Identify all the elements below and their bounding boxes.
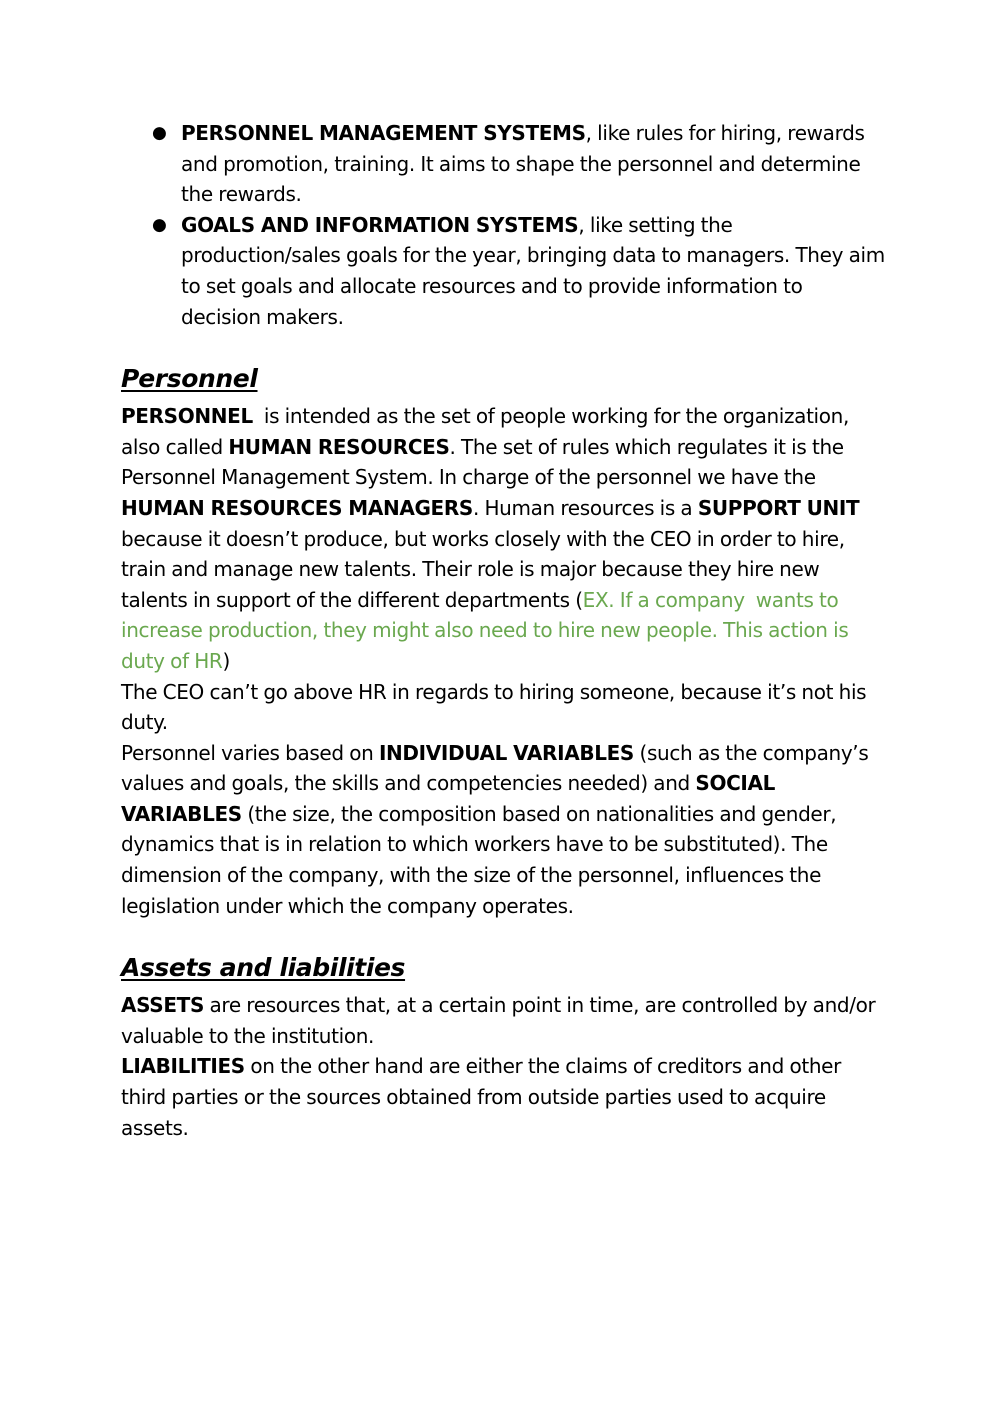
bold-term: GOALS AND INFORMATION SYSTEMS xyxy=(181,212,579,237)
bold-term: ASSETS xyxy=(121,993,204,1018)
paragraph-text: (the size, the composition based on nationalities and gender, dynamics that is in relation to which workers have to be substituted). The dimension of the company, with the size of the personnel, influences the legislation under which the company operates. xyxy=(121,801,837,918)
list-item-text: , like setting the production/sales goals for the year, bringing data to managers. They aim to set goals and allocate resources and to provide information to decision makers. xyxy=(181,212,885,329)
assets-section-body xyxy=(121,990,886,1143)
bullet-icon: ● xyxy=(152,214,167,235)
paragraph-text: because it doesn’t produce, but works closely with the CEO in order to hire, train and manage new talents. Their role is major because they hire new talents in support of the different departments ( xyxy=(121,526,845,612)
list-item xyxy=(121,210,886,332)
example-note: EX. If a company wants to increase production, they might also need to hire new people. This action is duty of HR xyxy=(121,587,854,673)
paragraph-personnel-definition xyxy=(121,401,886,676)
paragraph-liabilities xyxy=(121,1051,886,1143)
paragraph-ceo-hr: The CEO can’t go above HR in regards to hiring someone, because it’s not his duty. xyxy=(121,679,867,735)
bullet-icon: ● xyxy=(152,123,167,143)
bold-term: SOCIAL VARIABLES xyxy=(121,771,776,826)
paragraph-personnel-variables xyxy=(121,738,886,922)
bold-term: PERSONNEL xyxy=(121,404,253,429)
bold-term: HUMAN RESOURCES xyxy=(228,434,450,459)
paragraph-text: Personnel varies based on xyxy=(121,740,379,765)
bold-term: INDIVIDUAL VARIABLES xyxy=(378,740,634,765)
paragraph-text: on the other hand are either the claims of creditors and other third parties or the sources obtained from outside parties used to acquire assets. xyxy=(121,1054,841,1140)
list-item-text: , like rules for hiring, rewards and promotion, training. It aims to shape the personnel and determine the rewards. xyxy=(181,121,865,207)
section-heading-assets: Assets and liabilities xyxy=(121,953,406,983)
bold-term: SUPPORT UNIT xyxy=(697,495,860,520)
paragraph-text: (such as the company’s values and goals, the skills and competencies needed) and xyxy=(121,740,869,796)
bold-term: PERSONNEL MANAGEMENT SYSTEMS xyxy=(181,121,586,145)
paragraph-text: ) xyxy=(222,648,230,673)
paragraph-text: . The set of rules which regulates it is the Personnel Management System. In charge of the personnel we have the xyxy=(121,434,844,490)
paragraph-assets xyxy=(121,990,886,1051)
personnel-section-body xyxy=(121,401,886,921)
list-item xyxy=(121,118,886,210)
paragraph-text: are resources that, at a certain point in time, are controlled by and/or valuable to the institution. xyxy=(121,993,876,1048)
bold-term: HUMAN RESOURCES MANAGERS xyxy=(121,495,473,520)
document-page xyxy=(121,118,886,1143)
section-heading-personnel: Personnel xyxy=(121,364,258,394)
systems-bullet-list xyxy=(121,118,886,332)
paragraph-text: is intended as the set of people working for the organization, also called xyxy=(121,404,855,459)
paragraph-text: . Human resources is a xyxy=(472,495,698,520)
bold-term: LIABILITIES xyxy=(121,1054,245,1079)
